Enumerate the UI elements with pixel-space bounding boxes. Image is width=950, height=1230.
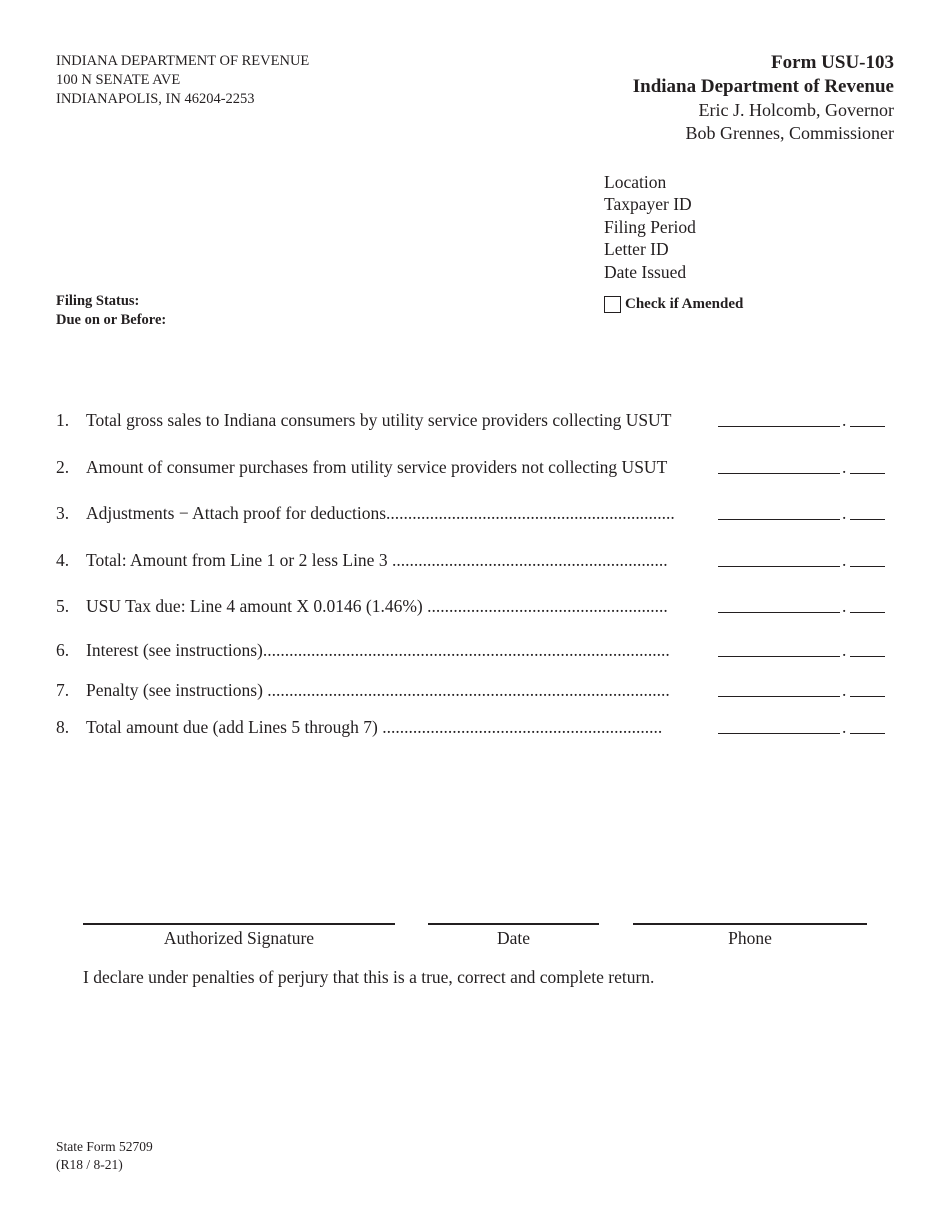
return-line-6 [56, 638, 886, 662]
line-5-amount-field[interactable]: . [718, 594, 886, 618]
dollars-blank[interactable] [718, 566, 840, 567]
line-6-amount-field[interactable]: . [718, 638, 886, 662]
form-id: Form USU-103 [771, 52, 894, 73]
meta-field-taxpayer-id: Taxpayer ID [604, 194, 692, 215]
line-number: 1. [56, 410, 70, 430]
line-description: Total gross sales to Indiana consumers by utility service providers collecting USUT [86, 410, 672, 430]
line-description: Penalty (see instructions) ............................................................................................ [86, 680, 670, 700]
meta-field-letter-id: Letter ID [604, 239, 669, 260]
perjury-declaration: I declare under penalties of perjury that this is a true, correct and complete return. [83, 967, 655, 987]
return-line-5 [56, 594, 886, 618]
form-revision: (R18 / 8-21) [56, 1156, 123, 1172]
line-4-amount-field[interactable]: . [718, 548, 886, 572]
filing-status-block [56, 292, 166, 330]
line-3-amount-field[interactable]: . [718, 501, 886, 525]
governor-name: Eric J. Holcomb, Governor [698, 100, 894, 120]
cents-blank[interactable] [850, 426, 885, 427]
phone-line[interactable] [633, 923, 867, 925]
line-2-amount-field[interactable]: . [718, 455, 886, 479]
cents-blank[interactable] [850, 566, 885, 567]
cents-blank[interactable] [850, 612, 885, 613]
return-line-2 [56, 455, 886, 479]
agency-name: INDIANA DEPARTMENT OF REVENUE [56, 53, 310, 69]
amended-checkbox[interactable] [604, 296, 621, 313]
cents-blank[interactable] [850, 656, 885, 657]
return-line-8 [56, 715, 886, 739]
form-footer [56, 1138, 153, 1173]
dollars-blank[interactable] [718, 519, 840, 520]
return-line-3 [56, 501, 886, 525]
cents-blank[interactable] [850, 519, 885, 520]
meta-field-filing-period: Filing Period [604, 216, 696, 237]
line-number: 5. [56, 596, 70, 616]
dollars-blank[interactable] [718, 696, 840, 697]
line-1-amount-field[interactable]: . [718, 408, 886, 432]
meta-field-date-issued: Date Issued [604, 261, 687, 282]
signature-label: Authorized Signature [163, 928, 315, 948]
line-number: 8. [56, 717, 70, 737]
return-line-4 [56, 548, 886, 572]
return-line-7 [56, 678, 886, 702]
state-form-number: State Form 52709 [56, 1139, 153, 1154]
agency-city: INDIANAPOLIS, IN 46204-2253 [56, 91, 255, 107]
line-number: 3. [56, 503, 70, 523]
agency-street: 100 N SENATE AVE [56, 72, 181, 88]
cents-blank[interactable] [850, 696, 885, 697]
dollars-blank[interactable] [718, 733, 840, 734]
amended-checkbox-group [604, 296, 743, 313]
line-number: 2. [56, 457, 70, 477]
line-description: USU Tax due: Line 4 amount X 0.0146 (1.46%) ....................................................... [86, 596, 668, 616]
meta-field-location: Location [604, 172, 667, 192]
cents-blank[interactable] [850, 473, 885, 474]
dollars-blank[interactable] [718, 473, 840, 474]
line-description: Interest (see instructions)............................................................................................. [86, 640, 670, 660]
return-line-1 [56, 408, 886, 432]
phone-label: Phone [728, 928, 772, 948]
date-label: Date [496, 928, 531, 948]
signature-line[interactable] [83, 923, 395, 925]
line-description: Amount of consumer purchases from utility service providers not collecting USUT [86, 457, 668, 477]
line-number: 6. [56, 640, 70, 660]
dollars-blank[interactable] [718, 656, 840, 657]
line-description: Adjustments − Attach proof for deductions.................................................................. [86, 503, 675, 523]
line-8-amount-field[interactable]: . [718, 715, 886, 739]
cents-blank[interactable] [850, 733, 885, 734]
amended-checkbox-label: Check if Amended [625, 296, 744, 312]
dollars-blank[interactable] [718, 426, 840, 427]
meta-field-list [604, 171, 696, 283]
line-number: 7. [56, 680, 70, 700]
form-header [633, 51, 894, 144]
dollars-blank[interactable] [718, 612, 840, 613]
agency-title: Indiana Department of Revenue [632, 76, 894, 97]
filing-status-label: Filing Status: [56, 293, 140, 309]
commissioner-name: Bob Grennes, Commissioner [685, 122, 894, 143]
line-description: Total: Amount from Line 1 or 2 less Line 3 ............................................................... [86, 550, 668, 570]
line-7-amount-field[interactable]: . [718, 678, 886, 702]
date-line[interactable] [428, 923, 599, 925]
due-date-label: Due on or Before: [56, 312, 167, 328]
line-number: 4. [56, 550, 70, 570]
agency-address-block [56, 52, 309, 109]
line-description: Total amount due (add Lines 5 through 7) ................................................................ [86, 717, 663, 737]
